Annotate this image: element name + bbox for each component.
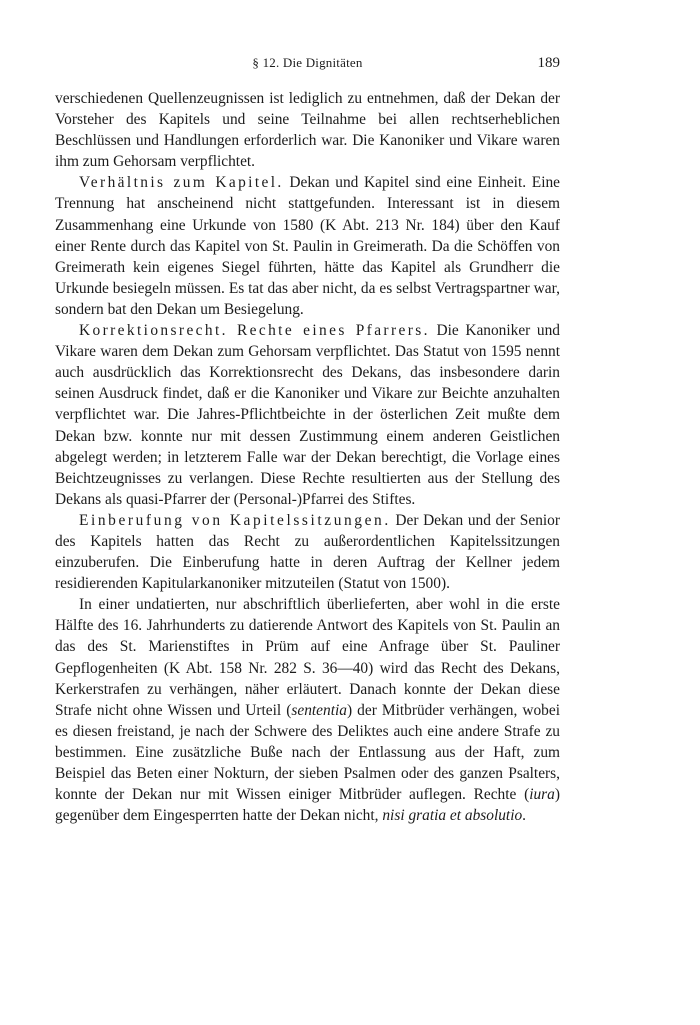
paragraph-text: In einer undatierten, nur abschriftlich überlieferten, aber wohl in die erste Hälfte des 16. Jahrhunderts zu datierende Antwort des Kapitels von St. Paulin an das des St. Marienstiftes in Prüm auf eine Anfrage über St. Pauliner Gepflogenheiten (K Abt. 158 Nr. 282 S. 36—40) wird das Recht des Dekans, Kerkerstrafen zu verhängen, näher erläutert. Danach konnte der Dekan diese Strafe nicht ohne Wissen und Urteil ( (55, 596, 560, 719)
latin-term: sententia (291, 701, 347, 719)
paragraph-text: . (522, 807, 527, 825)
paragraph-einberufung (55, 510, 560, 594)
latin-term: iura (529, 786, 555, 804)
paragraph-text: ) der Mitbrüder verhängen, wobei es diesen freistand, je nach der Schwere des Deliktes auch eine andere Strafe zu bestimmen. Eine zusätzliche Buße nach der Entlassung aus der Haft, zum Beispiel das Beten einer Nokturn, der sieben Psalmen oder des ganzen Psalters, konnte der Dekan nur mit Wissen einiger Mitbrüder auflegen. Rechte ( (55, 701, 560, 804)
running-header (55, 52, 560, 74)
paragraph-heading: Verhältnis zum Kapitel. (79, 174, 284, 192)
page-number: 189 (537, 55, 560, 71)
paragraph-text: ) gegenüber dem Eingesperrten hatte der Dekan nicht, (55, 786, 560, 825)
latin-phrase: nisi gratia et absolutio (382, 807, 523, 825)
paragraph-heading: Korrektionsrecht. Rechte eines Pfarrers. (79, 322, 430, 340)
paragraph-text: Der Dekan und der Senior des Kapitels hatten das Recht zu außerordentlichen Kapitelssitzungen einzuberufen. Die Einberufung hatte in deren Auftrag der Kellner jedem residierenden Kapitularkanoniker mitzuteilen (Statut von 1500). (55, 511, 560, 593)
paragraph-verhaeltnis (55, 172, 560, 320)
section-title: § 12. Die Dignitäten (252, 55, 363, 70)
book-page (55, 52, 560, 826)
paragraph-text: Die Kanoniker und Vikare waren dem Dekan zum Gehorsam verpflichtet. Das Statut von 1595 nennt auch ausdrücklich das Korrektionsrecht des Dekans, das insbesondere darin seinen Ausdruck findet, daß er die Kanoniker und Vikare zur Beichte anzuhalten verpflichtet war. Die Jahres-Pflichtbeichte in der österlichen Zeit mußte dem Dekan bzw. konnte nur mit dessen Zustimmung einem anderen Geistlichen abgelegt werden; in letzterem Falle war der Dekan berechtigt, die Vorlage eines Beichtzeugnisses zu verlangen. Diese Rechte resultierten aus der Stellung des Dekans als quasi-Pfarrer der (Personal-)Pfarrei des Stiftes. (55, 322, 560, 508)
paragraph-text: verschiedenen Quellenzeugnissen ist lediglich zu entnehmen, daß der Dekan der Vorsteher des Kapitels und seine Teilnahme bei allen rechtserheblichen Beschlüssen und Handlungen erforderlich war. Die Kanoniker und Vikare waren ihm zum Gehorsam verpflichtet. (55, 90, 560, 171)
paragraph-kerkerstrafen (55, 594, 560, 826)
body-text (55, 88, 560, 826)
paragraph-continuation (55, 88, 560, 172)
paragraph-korrektionsrecht (55, 320, 560, 510)
paragraph-heading: Einberufung von Kapitelssitzungen. (79, 511, 391, 529)
paragraph-text: Dekan und Kapitel sind eine Einheit. Eine Trennung hat anscheinend nicht stattgefunden. Interessant ist in diesem Zusammenhang eine Urkunde von 1580 (K Abt. 213 Nr. 184) über den Kauf einer Rente durch das Kapitel von St. Paulin in Greimerath. Da die Schöffen von Greimerath kein eigenes Siegel führten, hätte das Kapitel als Grundherr die Urkunde besiegeln müssen. Es tat das aber nicht, da es selbst Vertragspartner war, sondern bat den Dekan um Besiegelung. (55, 174, 560, 318)
